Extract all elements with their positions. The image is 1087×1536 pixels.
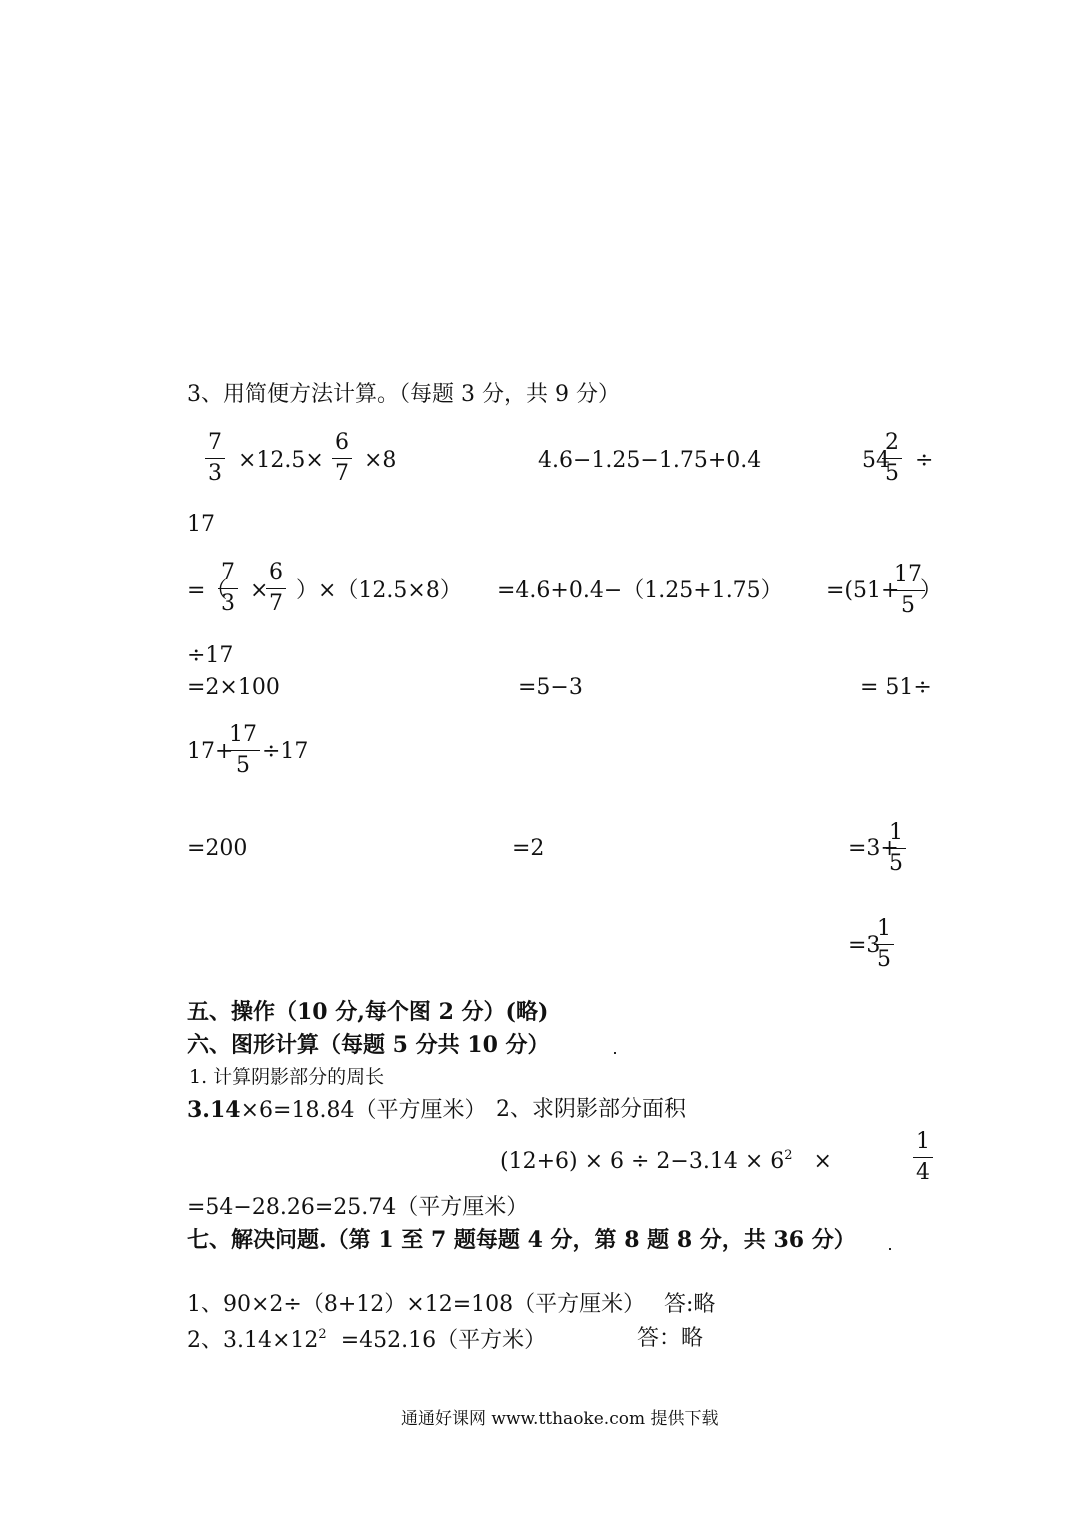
section-6-q2-label: 2、求阴影部分面积	[496, 1097, 686, 1122]
p3-step1-open: =(51+	[826, 578, 900, 603]
fraction-17-5-b: $\frac{17}{5}$	[226, 724, 260, 777]
a2-post: =452.16（平方米）	[340, 1328, 547, 1353]
p1-step3: =200	[187, 836, 248, 861]
section-6-q1-label: 1. 计算阴影部分的周长	[189, 1066, 385, 1088]
q2-exponent: 2	[784, 1148, 793, 1163]
fraction-6-7: $\frac{6}{7}$	[332, 432, 352, 485]
a2-exponent: 2	[318, 1327, 327, 1342]
p2-step3: =2	[512, 836, 545, 861]
p1-step1-open: =（	[187, 578, 228, 603]
fraction-1-5: $\frac{1}{5}$	[886, 822, 906, 875]
p3-wrap: 17	[187, 512, 215, 537]
section-6-heading: 六、图形计算（每题 5 分共 10 分）	[187, 1032, 550, 1058]
section-6-q2-expression	[500, 1149, 832, 1173]
q2-times: ×	[813, 1149, 832, 1174]
section-7-answer-2	[187, 1328, 546, 1352]
q2-expr: (12+6) × 6 ÷ 2−3.14 × 6	[500, 1149, 785, 1174]
p3-step4: =3	[848, 933, 881, 958]
p2-step1: =4.6+0.4−（1.25+1.75）	[497, 578, 783, 603]
fraction-6-7-step: $\frac{6}{7}$	[266, 562, 286, 615]
p3-step2-wrap-a: 17+	[187, 739, 234, 764]
scan-dot-2	[889, 1248, 891, 1250]
section-5-heading: 五、操作（10 分,每个图 2 分）(略)	[187, 999, 549, 1025]
p3-step1-close: ）	[920, 578, 943, 603]
section-7-answer-1: 1、90×2÷（8+12）×12=108（平方厘米）	[187, 1292, 646, 1317]
section-7-answer-1-note: 答:略	[664, 1292, 716, 1317]
p3-step1-wrap: ÷17	[187, 643, 234, 668]
p1-step2: =2×100	[187, 675, 280, 700]
p2-step2: =5−3	[518, 675, 583, 700]
fraction-1-5-b: $\frac{1}{5}$	[874, 918, 894, 971]
fraction-17-5: $\frac{17}{5}$	[891, 564, 925, 617]
section-6-q2-result: =54−28.26=25.74（平方厘米）	[187, 1195, 529, 1220]
fraction-7-3: $\frac{7}{3}$	[205, 432, 225, 485]
section-6-q1-calc	[187, 1099, 486, 1122]
section-3-heading: 3、用简便方法计算。（每题 3 分，共 9 分）	[187, 382, 620, 407]
fraction-1-4: $\frac{1}{4}$	[913, 1131, 933, 1184]
section-7-heading: 七、解决问题.（第 1 至 7 题每题 4 分，第 8 题 8 分，共 36 分）	[187, 1227, 856, 1253]
fraction-2-5: $\frac{2}{5}$	[882, 432, 902, 485]
scan-dot	[614, 1052, 616, 1054]
p3-step2-wrap-b: ÷17	[262, 739, 309, 764]
q1-calc-rest: ×6=18.84（平方厘米）	[240, 1098, 487, 1123]
p1-step1-times: ×	[250, 578, 269, 603]
p3-divide: ÷	[915, 448, 934, 473]
fraction-7-3-step: $\frac{7}{3}$	[218, 562, 238, 615]
p3-whole: 54	[862, 448, 890, 473]
p1-middle: ×12.5×	[238, 448, 324, 473]
section-7-answer-2-note: 答：略	[637, 1326, 704, 1351]
footer-credit: 通通好课网 www.tthaoke.com 提供下载	[401, 1409, 719, 1429]
a2-pre: 2、3.14×12	[187, 1328, 319, 1353]
p2-expression: 4.6−1.25−1.75+0.4	[538, 448, 762, 473]
p3-step2: = 51÷	[860, 675, 932, 700]
q1-bold-number: 3.14	[187, 1097, 241, 1123]
p1-tail: ×8	[364, 448, 397, 473]
p1-step1-rest: ）×（12.5×8）	[296, 578, 462, 603]
p3-step3: =3+	[848, 836, 899, 861]
